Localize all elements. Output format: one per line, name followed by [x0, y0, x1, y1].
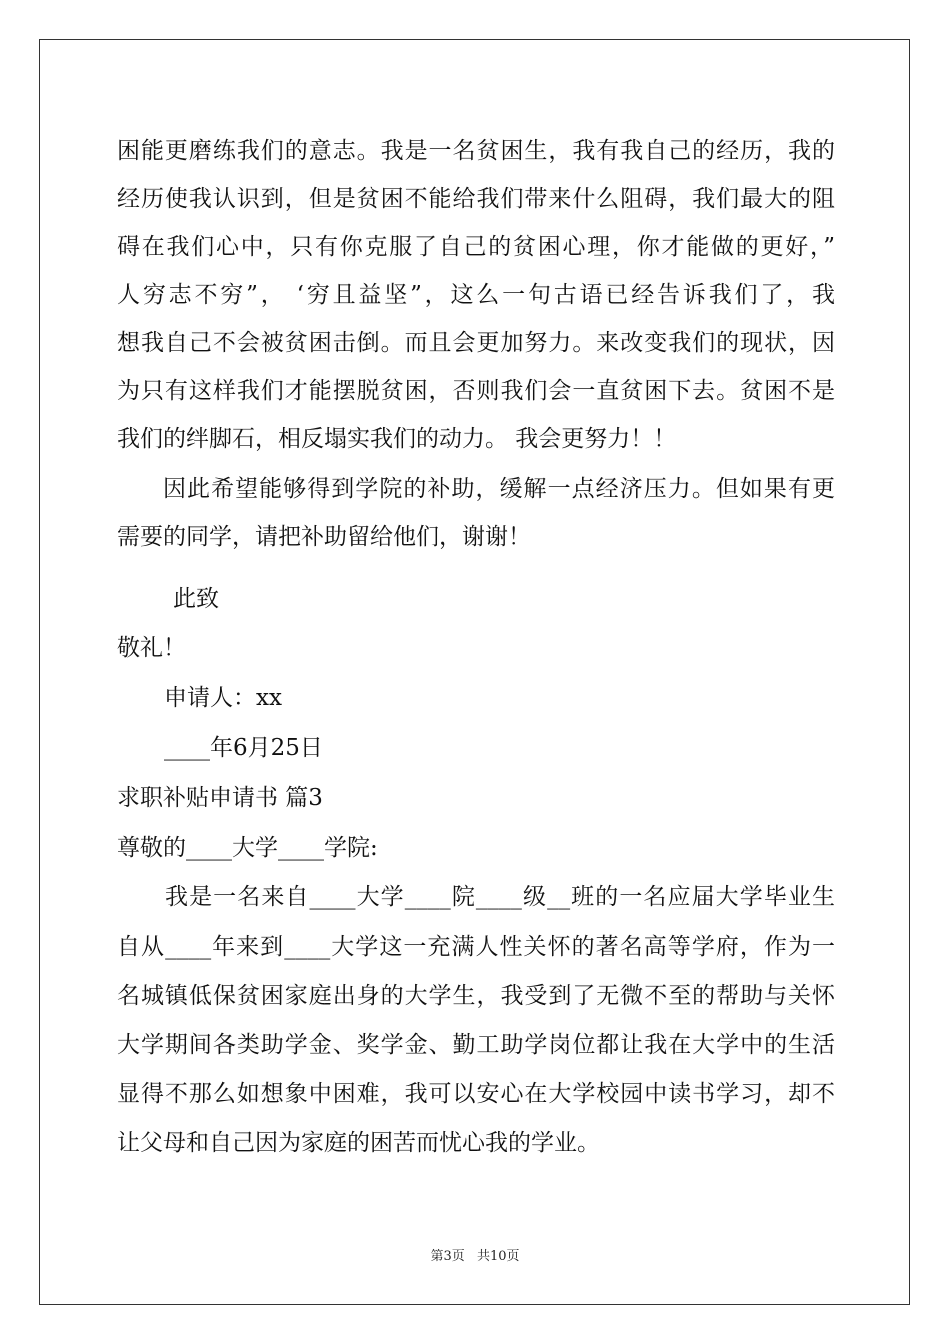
text-line-7: 我们的绊脚石，相反塌实我们的动力。 我会更努力！！ [117, 426, 677, 452]
text-line-5: 想我自己不会被贫困击倒。而且会更加努力。来改变我们的现状，因 [117, 330, 835, 356]
section-title: 求职补贴申请书 篇3 [117, 785, 323, 811]
body-line-3: 名城镇低保贫困家庭出身的大学生，我受到了无微不至的帮助与关怀 [117, 983, 835, 1009]
page-total: 共10页 [476, 1249, 520, 1264]
closing-cizhi: 此致 [173, 586, 219, 612]
body-line-6: 让父母和自己因为家庭的困苦而忧心我的学业。 [117, 1130, 600, 1156]
paragraph-line-1: 因此希望能够得到学院的补助，缓解一点经济压力。但如果有更 [163, 476, 835, 502]
paragraph-line-2: 需要的同学，请把补助留给他们，谢谢！ [117, 524, 531, 550]
body-line-2: 自从____年来到____大学这一充满人性关怀的著名高等学府，作为一 [117, 934, 835, 960]
text-line-6: 为只有这样我们才能摆脱贫困，否则我们会一直贫困下去。贫困不是 [117, 378, 835, 404]
applicant-line: 申请人：xx [164, 685, 282, 711]
text-line-4: 人穷志不穷”， ‘穷且益坚”，这么一句古语已经告诉我们了，我 [117, 282, 835, 308]
body-line-4: 大学期间各类助学金、奖学金、勤工助学岗位都让我在大学中的生活 [117, 1032, 835, 1058]
date-line: ____年6月25日 [164, 735, 323, 761]
text-line-3: 碍在我们心中，只有你克服了自己的贫困心理，你才能做的更好，” [117, 234, 835, 260]
body-line-1: 我是一名来自____大学____院____级__班的一名应届大学毕业生 [165, 884, 835, 910]
page-number: 第3页 [430, 1249, 465, 1264]
closing-jingli: 敬礼！ [117, 635, 186, 661]
text-line-1: 困能更磨练我们的意志。我是一名贫困生，我有我自己的经历，我的 [117, 138, 835, 164]
salutation: 尊敬的____大学____学院: [117, 835, 378, 861]
text-line-2: 经历使我认识到，但是贫困不能给我们带来什么阻碍，我们最大的阻 [117, 186, 835, 212]
body-line-5: 显得不那么如想象中困难，我可以安心在大学校园中读书学习，却不 [117, 1081, 835, 1107]
page-footer [0, 1245, 950, 1264]
